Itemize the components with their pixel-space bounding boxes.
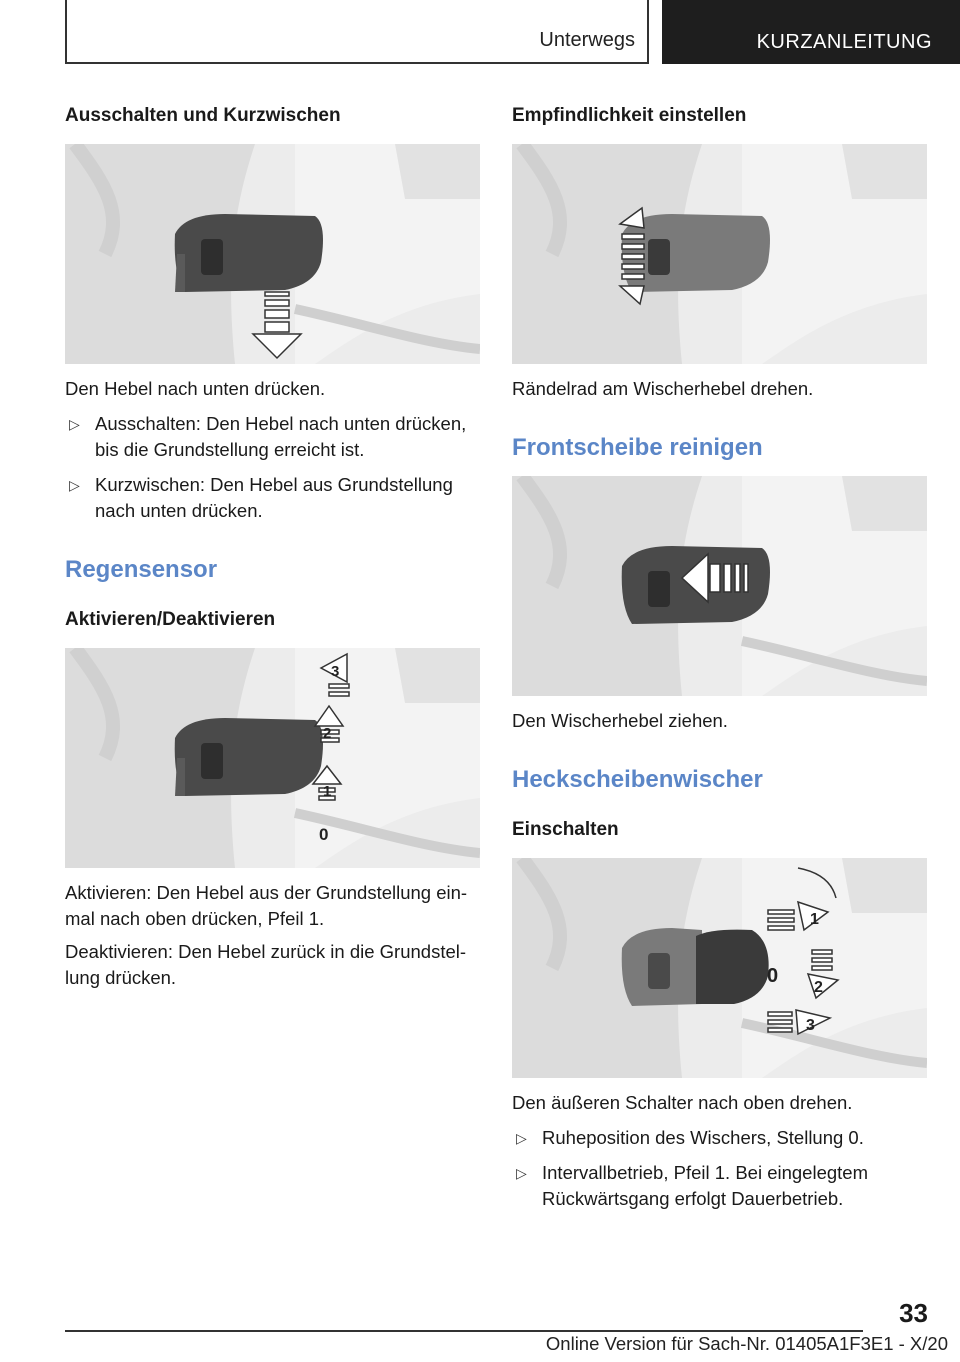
position-label: 2 [814, 979, 823, 996]
bullet-kurzwischen [65, 472, 480, 524]
page-number: 33 [899, 1298, 928, 1328]
heading-empfindlichkeit: Empfindlichkeit einstellen [512, 105, 747, 126]
heading-ausschalten: Ausschalten und Kurzwischen [65, 105, 341, 126]
header-section-tab [65, 0, 649, 64]
fig-rear-caption: Den äußeren Schalter nach oben drehen. [512, 1092, 853, 1113]
figure-wiper-lever-down [65, 144, 480, 364]
header-section-label: Unterwegs [539, 29, 635, 51]
fig-pull-caption: Den Wischerhebel ziehen. [512, 710, 728, 731]
figure-knurled-wheel [512, 144, 927, 364]
bullet-ausschalten [65, 411, 480, 463]
position-label: 1 [323, 783, 332, 800]
triangle-bullet-icon: ▷ [516, 1130, 527, 1146]
figure-rear-wiper-switch [512, 858, 927, 1078]
figure-pull-lever [512, 476, 927, 696]
left-column [65, 100, 480, 991]
bullet-text: Ruheposition des Wischers, Stellung 0. [542, 1127, 864, 1148]
paragraph-deaktivieren: Deaktivieren: Den Hebel zurück in die Grundstellung drücken. [65, 941, 467, 988]
position-label: 3 [331, 663, 340, 680]
section-heckscheibe: Heckscheibenwischer [512, 766, 763, 793]
section-regensensor: Regensensor [65, 556, 218, 583]
rotate-arrow-icon [620, 208, 644, 304]
header-chapter-tab [662, 0, 960, 64]
position-label: 0 [767, 965, 779, 987]
position-label: 2 [323, 725, 332, 742]
footer-online-version: Online Version für Sach-Nr. 01405A1F3E1 - X/20 [545, 1333, 948, 1354]
bullet-text: Ausschalten: Den Hebel nach unten drücken, bis die Grundstellung erreicht ist. [95, 413, 467, 460]
bullet-intervall [512, 1160, 927, 1212]
section-frontscheibe: Frontscheibe reinigen [512, 434, 763, 461]
heading-einschalten: Einschalten [512, 819, 619, 840]
triangle-bullet-icon: ▷ [516, 1165, 527, 1181]
heading-aktivieren: Aktivieren/Deaktivieren [65, 609, 276, 630]
bullet-ruheposition [512, 1125, 927, 1151]
triangle-bullet-icon: ▷ [69, 477, 80, 493]
bullet-text: Kurzwischen: Den Hebel aus Grundstellung nach unten drücken. [95, 474, 453, 521]
paragraph-aktivieren: Aktivieren: Den Hebel aus der Grundstellung einmal nach oben drücken, Pfeil 1. [65, 882, 468, 929]
right-column [512, 100, 927, 1212]
fig-wheel-caption: Rändelrad am Wischerhebel drehen. [512, 378, 814, 399]
header-chapter-label: KURZANLEITUNG [756, 31, 932, 53]
position-label: 0 [319, 825, 329, 844]
fig1-caption: Den Hebel nach unten drücken. [65, 378, 326, 399]
position-label: 3 [806, 1017, 815, 1034]
footer-rule [65, 1330, 863, 1332]
triangle-bullet-icon: ▷ [69, 416, 80, 432]
bullet-text: Intervallbetrieb, Pfeil 1. Bei eingelegtem Rückwärtsgang erfolgt Dauerbetrieb. [542, 1162, 868, 1209]
position-label: 1 [810, 911, 819, 928]
figure-rain-sensor-positions [65, 648, 480, 868]
